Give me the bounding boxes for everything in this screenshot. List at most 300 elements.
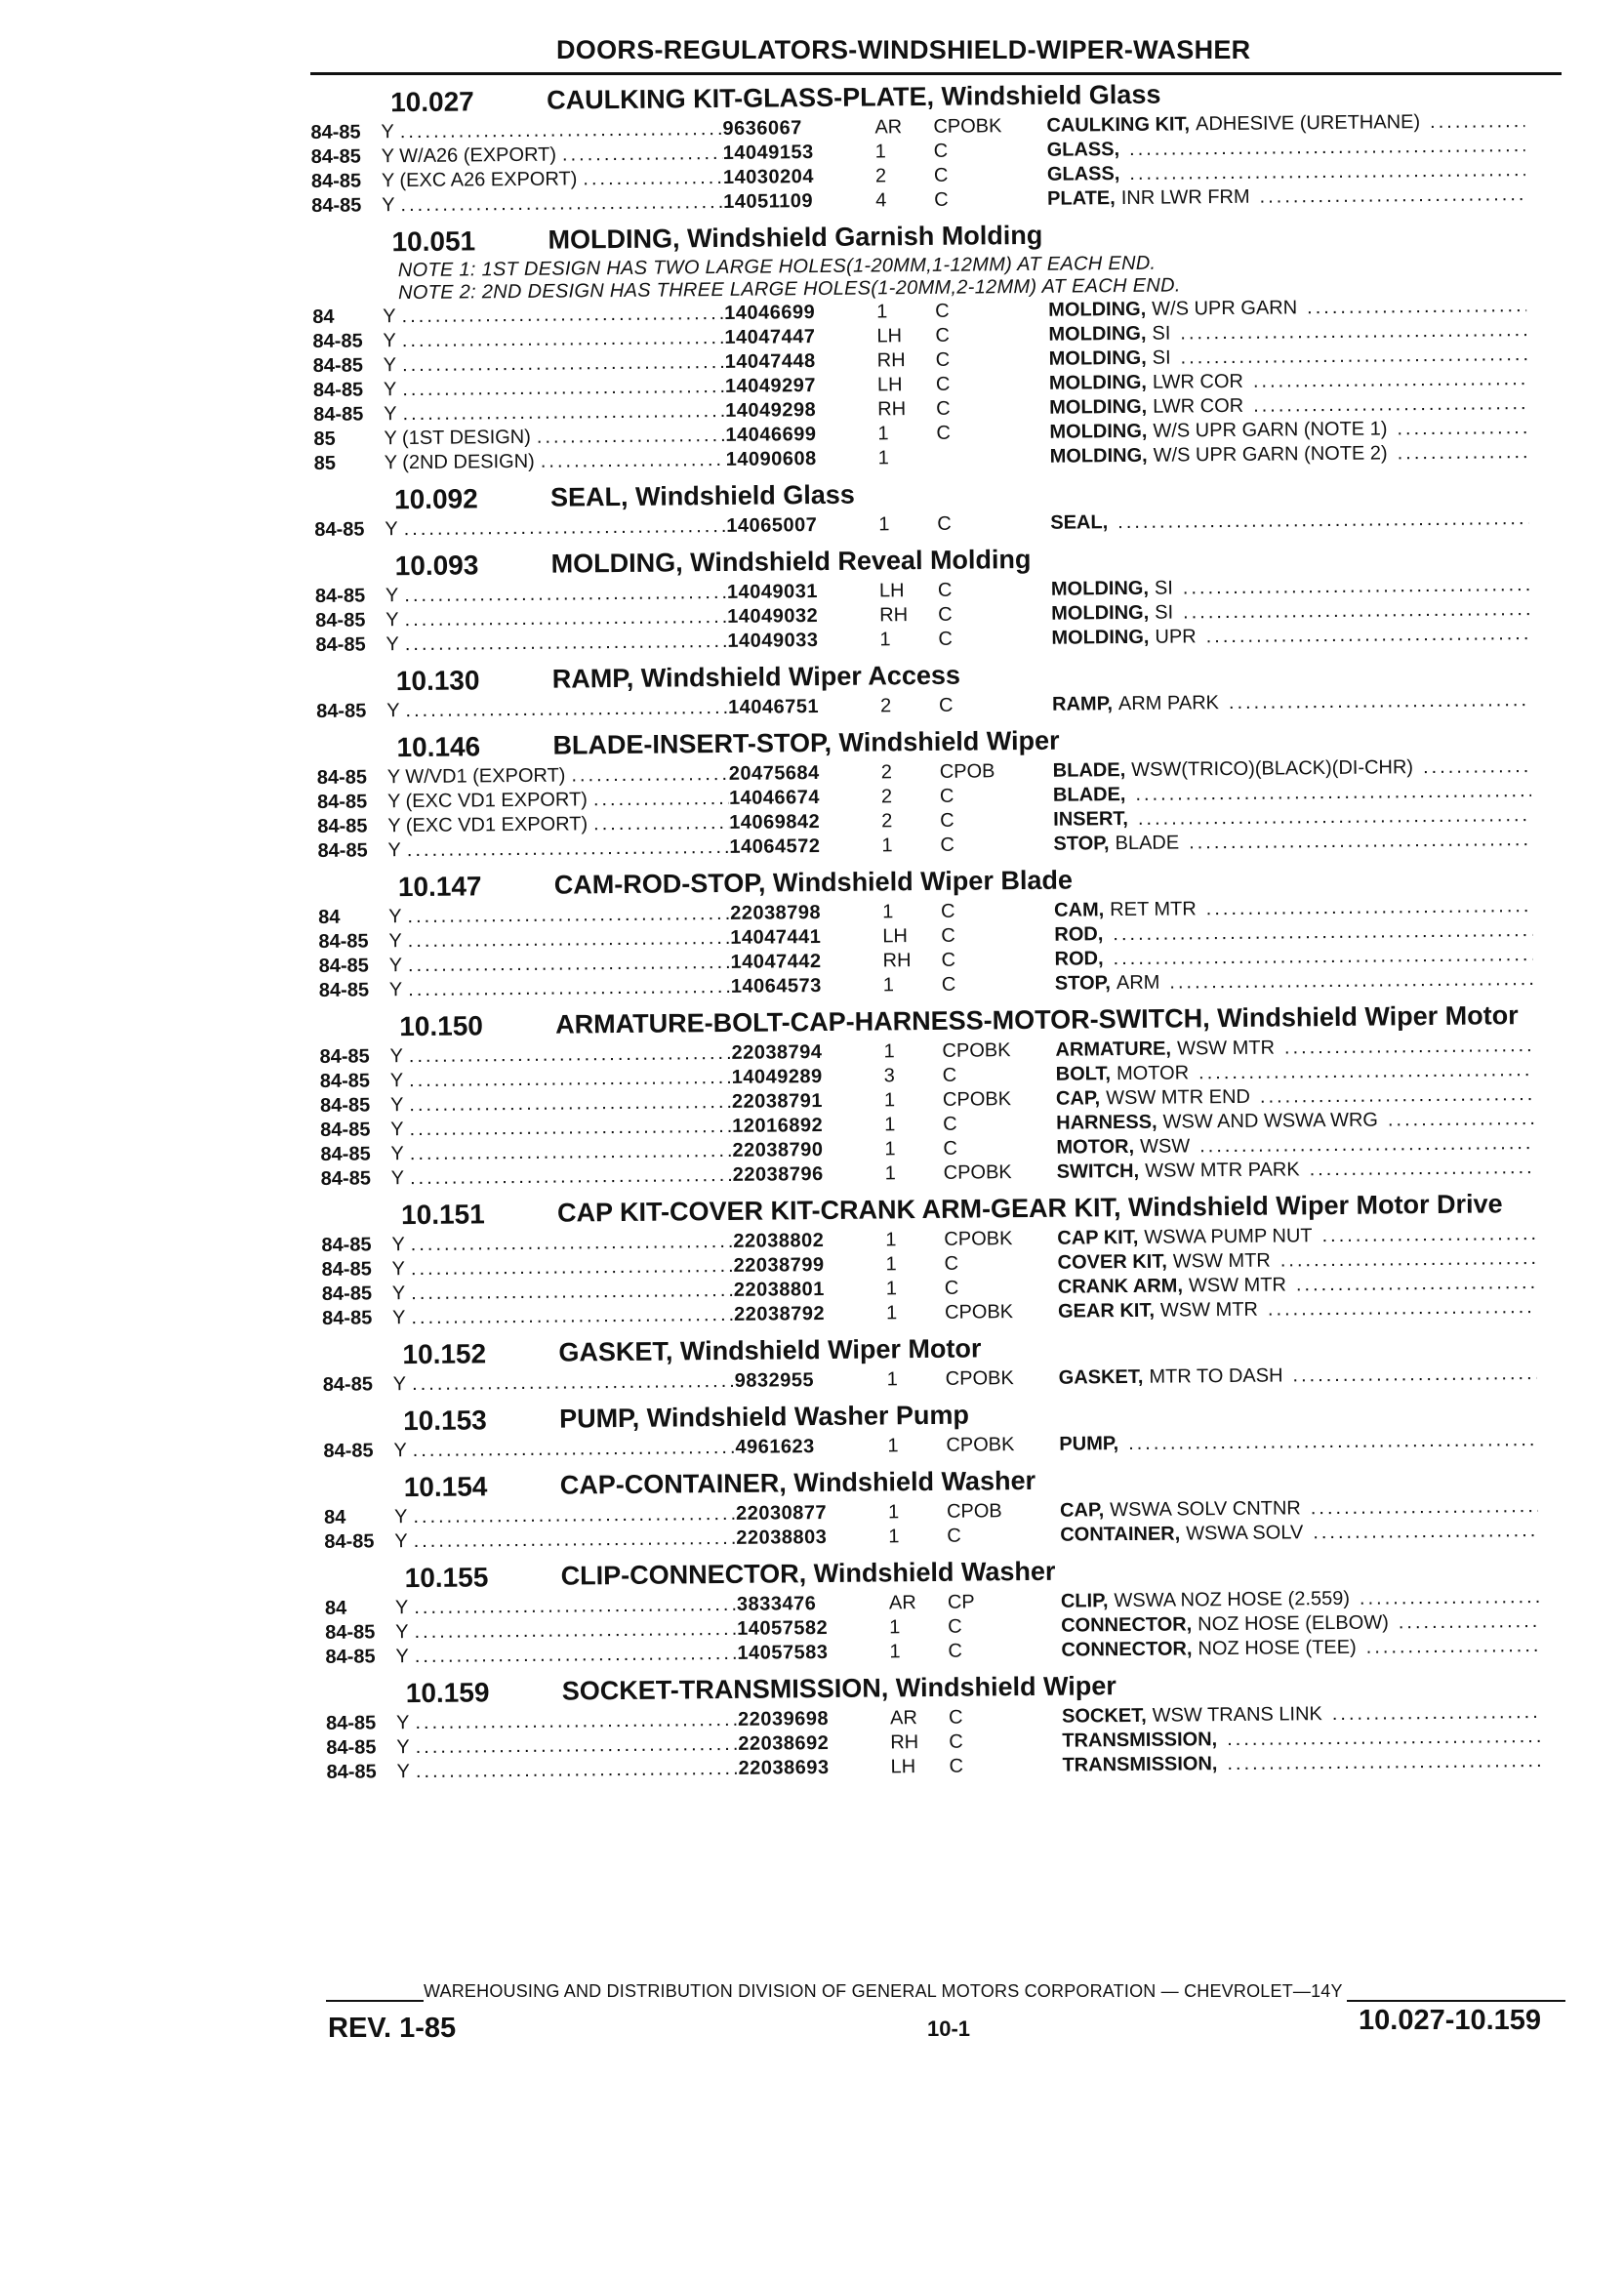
leader-dots bbox=[402, 350, 725, 378]
quantity: RH bbox=[877, 398, 907, 421]
leader-dots bbox=[404, 581, 727, 608]
quantity: 1 bbox=[883, 1040, 895, 1063]
quantity: 1 bbox=[889, 1641, 901, 1663]
section-number: 10.051 bbox=[391, 225, 476, 258]
source-code: C bbox=[937, 579, 953, 601]
section-title: BLADE-INSERT-STOP, Windshield Wiper bbox=[552, 725, 1060, 760]
model-cell bbox=[387, 835, 729, 863]
leader-dots bbox=[400, 117, 723, 144]
part-number: 14046699 bbox=[725, 424, 817, 446]
model-applicability: Y bbox=[388, 906, 402, 928]
part-number: 22039698 bbox=[737, 1707, 830, 1730]
source-code: C bbox=[940, 834, 955, 856]
quantity: 2 bbox=[881, 810, 893, 833]
quantity: AR bbox=[874, 116, 903, 139]
leader-dots bbox=[537, 424, 726, 450]
model-year: 84-85 bbox=[311, 194, 362, 217]
part-name: CAP, bbox=[1055, 1087, 1101, 1110]
source-code: C bbox=[935, 373, 951, 395]
model-cell bbox=[387, 762, 729, 790]
leader-dots bbox=[416, 1732, 739, 1760]
quantity: 1 bbox=[884, 1138, 896, 1160]
section-title: CAM-ROD-STOP, Windshield Wiper Blade bbox=[553, 865, 1074, 900]
section-number: 10.093 bbox=[394, 550, 479, 582]
model-year: 84-85 bbox=[318, 930, 369, 953]
source-code: C bbox=[935, 348, 951, 371]
leader-dots bbox=[1189, 828, 1532, 855]
part-name: ARMATURE, bbox=[1055, 1038, 1172, 1061]
part-number: 22030877 bbox=[735, 1501, 828, 1525]
section-number: 10.092 bbox=[393, 483, 478, 515]
model-applicability: Y bbox=[390, 1119, 404, 1141]
footer-publisher: WAREHOUSING AND DISTRIBUTION DIVISION OF GENERAL MOTORS CORPORATION — CHEVROLET—14Y bbox=[424, 1981, 1343, 2001]
model-applicability: Y bbox=[389, 1094, 404, 1117]
model-year: 84-85 bbox=[318, 955, 369, 977]
quantity: 1 bbox=[877, 447, 889, 469]
model-cell bbox=[385, 514, 726, 542]
source-code: C bbox=[938, 603, 953, 626]
section-number: 10.151 bbox=[400, 1199, 485, 1231]
model-cell bbox=[384, 375, 725, 402]
leader-dots bbox=[400, 190, 723, 218]
part-number: 22038798 bbox=[730, 902, 822, 924]
description-cell bbox=[1058, 1295, 1536, 1324]
model-applicability: Y bbox=[383, 305, 396, 328]
catalog-section bbox=[326, 1666, 1596, 1784]
catalog-section bbox=[315, 539, 1585, 657]
leader-dots bbox=[409, 1090, 732, 1118]
section-number: 10.152 bbox=[402, 1338, 487, 1370]
part-name: CAP KIT, bbox=[1057, 1226, 1139, 1249]
quantity: 1 bbox=[889, 1616, 901, 1639]
source-code: C bbox=[942, 1064, 957, 1086]
footer-rule-left bbox=[326, 2000, 424, 2002]
model-cell bbox=[396, 1708, 738, 1735]
source-code: C bbox=[941, 973, 956, 996]
page-number: 10-1 bbox=[927, 2016, 971, 2041]
quantity: 1 bbox=[879, 629, 891, 651]
part-detail: WSWA NOZ HOSE (2.559) bbox=[1114, 1587, 1351, 1612]
leader-dots bbox=[1206, 894, 1533, 921]
model-cell bbox=[395, 1642, 737, 1669]
model-year: 85 bbox=[313, 428, 336, 450]
part-name: GLASS, bbox=[1046, 139, 1120, 161]
quantity: 1 bbox=[885, 1253, 897, 1276]
part-detail: WSW TRANS LINK bbox=[1152, 1703, 1322, 1727]
part-name: MOLDING, bbox=[1050, 577, 1150, 600]
part-number: 14046699 bbox=[724, 302, 816, 324]
model-year: 84-85 bbox=[325, 1621, 376, 1644]
leader-dots bbox=[412, 1369, 735, 1397]
catalog-section bbox=[311, 216, 1582, 476]
part-detail: RET MTR bbox=[1110, 898, 1197, 921]
part-name: RAMP, bbox=[1051, 693, 1114, 715]
description-cell bbox=[1060, 1519, 1538, 1548]
quantity: 1 bbox=[878, 513, 890, 536]
part-detail: SI bbox=[1154, 577, 1173, 599]
part-detail: WSW MTR bbox=[1188, 1274, 1287, 1297]
part-name: PLATE, bbox=[1047, 187, 1116, 210]
leader-dots bbox=[402, 326, 725, 353]
part-detail: NOZ HOSE (ELBOW) bbox=[1198, 1611, 1389, 1636]
part-number: 14064573 bbox=[730, 975, 822, 998]
part-detail: WSW(TRICO)(BLACK)(DI-CHR) bbox=[1131, 756, 1414, 781]
part-name: ROD, bbox=[1054, 923, 1104, 946]
quantity: 1 bbox=[874, 141, 886, 163]
model-year: 84-85 bbox=[312, 330, 363, 352]
leader-dots bbox=[1398, 440, 1528, 466]
source-code: C bbox=[933, 140, 949, 162]
model-applicability: Y (1ST DESIGN) bbox=[384, 426, 531, 450]
catalog-section bbox=[322, 1327, 1592, 1397]
leader-dots bbox=[1430, 109, 1525, 135]
part-name: STOP, bbox=[1053, 833, 1110, 855]
part-detail: MTR TO DASH bbox=[1149, 1364, 1283, 1388]
model-year: 84 bbox=[324, 1597, 347, 1619]
model-applicability: Y bbox=[395, 1646, 409, 1668]
leader-dots bbox=[404, 514, 727, 542]
model-year: 84-85 bbox=[321, 1282, 373, 1305]
part-number: 14064572 bbox=[729, 835, 821, 858]
section-note: NOTE 1: 1ST DESIGN HAS TWO LARGE HOLES(1-20MM,1-12MM) AT EACH END. bbox=[397, 252, 1157, 282]
catalog-section bbox=[314, 473, 1584, 543]
section-title: SEAL, Windshield Glass bbox=[549, 479, 855, 512]
part-detail: WSW MTR bbox=[1159, 1298, 1259, 1322]
leader-dots bbox=[407, 835, 730, 863]
model-applicability: Y bbox=[393, 1506, 408, 1528]
leader-dots bbox=[1307, 294, 1526, 320]
quantity: AR bbox=[888, 1592, 916, 1614]
source-code: C bbox=[935, 300, 950, 322]
model-year: 84-85 bbox=[323, 1440, 374, 1462]
quantity: 1 bbox=[876, 301, 888, 323]
model-applicability: Y (EXC VD1 EXPORT) bbox=[386, 789, 588, 813]
leader-dots bbox=[583, 166, 723, 191]
description-cell bbox=[1055, 967, 1533, 997]
model-year: 84-85 bbox=[319, 1070, 371, 1092]
model-cell bbox=[388, 926, 730, 954]
description-cell bbox=[1061, 1634, 1539, 1663]
catalog-section bbox=[316, 654, 1586, 723]
model-year: 84-85 bbox=[319, 1045, 370, 1068]
model-cell bbox=[386, 630, 727, 657]
part-name: ROD, bbox=[1054, 948, 1104, 970]
model-year: 84-85 bbox=[317, 839, 368, 862]
leader-dots bbox=[414, 1617, 737, 1645]
model-year: 84-85 bbox=[321, 1258, 372, 1281]
leader-dots bbox=[1259, 183, 1525, 210]
quantity: RH bbox=[876, 349, 906, 372]
part-number: 9636067 bbox=[722, 117, 802, 140]
leader-dots bbox=[415, 1708, 738, 1735]
part-name: TRANSMISSION, bbox=[1062, 1729, 1218, 1752]
description-cell bbox=[1057, 1156, 1535, 1185]
source-code: C bbox=[949, 1755, 964, 1777]
part-number: 14046751 bbox=[728, 696, 820, 718]
part-name: SWITCH, bbox=[1056, 1160, 1140, 1183]
leader-dots bbox=[408, 926, 731, 954]
section-title: CAULKING KIT-GLASS-PLATE, Windshield Glass bbox=[546, 79, 1161, 115]
part-number: 14047447 bbox=[724, 326, 816, 348]
part-name: CRANK ARM, bbox=[1057, 1275, 1184, 1298]
source-code: C bbox=[944, 1252, 959, 1275]
model-year: 84-85 bbox=[313, 403, 364, 426]
model-applicability: Y bbox=[387, 839, 401, 862]
part-number: 14049297 bbox=[724, 375, 817, 397]
model-year: 84-85 bbox=[325, 1646, 376, 1668]
model-year: 84-85 bbox=[310, 121, 361, 143]
part-detail: W/S UPR GARN bbox=[1152, 297, 1298, 320]
model-applicability: Y bbox=[394, 1597, 409, 1619]
section-note: NOTE 2: 2ND DESIGN HAS THREE LARGE HOLES(1-20MM,2-12MM) AT EACH END. bbox=[397, 274, 1181, 305]
part-detail: BLADE bbox=[1115, 832, 1180, 855]
quantity: 2 bbox=[880, 695, 892, 717]
leader-dots bbox=[410, 1163, 733, 1191]
leader-dots bbox=[414, 1593, 737, 1620]
section-title: CAP-CONTAINER, Windshield Washer bbox=[559, 1465, 1036, 1500]
part-name: TRANSMISSION, bbox=[1062, 1753, 1218, 1776]
model-cell bbox=[395, 1593, 737, 1620]
part-detail: INR LWR FRM bbox=[1120, 185, 1250, 210]
part-number: 22038693 bbox=[738, 1756, 830, 1779]
catalog-section bbox=[325, 1551, 1595, 1669]
quantity: RH bbox=[879, 604, 909, 627]
part-name: MOLDING, bbox=[1048, 371, 1148, 394]
section-number: 10.159 bbox=[405, 1677, 490, 1709]
leader-dots bbox=[1198, 1058, 1534, 1085]
part-number: 14049033 bbox=[727, 630, 819, 652]
model-cell bbox=[389, 1041, 731, 1069]
quantity: 1 bbox=[884, 1162, 896, 1185]
part-name: HARNESS, bbox=[1056, 1111, 1157, 1134]
model-cell bbox=[387, 811, 729, 838]
leader-dots bbox=[1229, 688, 1530, 715]
leader-dots bbox=[1253, 367, 1527, 394]
source-code: C bbox=[949, 1730, 963, 1753]
quantity: 1 bbox=[888, 1526, 900, 1548]
leader-dots bbox=[414, 1527, 737, 1554]
section-number: 10.130 bbox=[395, 665, 480, 697]
part-name: CONNECTOR, bbox=[1061, 1638, 1193, 1661]
part-name: MOLDING, bbox=[1048, 322, 1147, 346]
part-number: 3833476 bbox=[736, 1593, 817, 1615]
model-year: 84-85 bbox=[320, 1167, 371, 1190]
model-cell bbox=[386, 605, 727, 632]
part-number: 22038791 bbox=[731, 1090, 824, 1113]
model-applicability: Y bbox=[392, 1373, 407, 1396]
part-name: CONNECTOR, bbox=[1061, 1613, 1193, 1637]
quantity: 1 bbox=[885, 1229, 897, 1251]
model-applicability: Y bbox=[389, 1045, 403, 1068]
part-number: 14049032 bbox=[727, 605, 819, 628]
leader-dots bbox=[402, 375, 725, 402]
description-cell bbox=[1053, 828, 1531, 857]
part-name: PUMP, bbox=[1059, 1433, 1119, 1455]
model-applicability: Y (2ND DESIGN) bbox=[384, 450, 535, 474]
quantity: RH bbox=[890, 1731, 919, 1754]
quantity: 2 bbox=[880, 786, 893, 808]
model-cell bbox=[382, 190, 723, 218]
model-year: 84-85 bbox=[312, 379, 364, 401]
part-number: 14047441 bbox=[730, 926, 822, 949]
model-year: 84-85 bbox=[318, 979, 370, 1001]
description-cell bbox=[1052, 688, 1530, 717]
leader-dots bbox=[1206, 622, 1530, 649]
catalog-section bbox=[318, 860, 1588, 1002]
part-detail: WSWA SOLV CNTNR bbox=[1110, 1497, 1301, 1522]
model-cell bbox=[386, 581, 727, 608]
section-number: 10.154 bbox=[403, 1471, 488, 1503]
section-title: CAP KIT-COVER KIT-CRANK ARM-GEAR KIT, Windshield Wiper Motor Drive bbox=[556, 1189, 1503, 1228]
leader-dots bbox=[404, 605, 727, 632]
quantity: LH bbox=[878, 580, 905, 602]
section-title: MOLDING, Windshield Reveal Molding bbox=[550, 544, 1032, 579]
leader-dots bbox=[1169, 967, 1533, 996]
model-cell bbox=[396, 1732, 738, 1760]
description-cell bbox=[1051, 622, 1529, 651]
section-title: RAMP, Windshield Wiper Access bbox=[551, 660, 961, 694]
part-detail: SI bbox=[1152, 322, 1171, 345]
part-name: COVER KIT, bbox=[1057, 1250, 1167, 1274]
quantity: AR bbox=[889, 1707, 917, 1730]
model-applicability: Y bbox=[381, 121, 394, 143]
model-applicability: Y bbox=[391, 1307, 406, 1329]
model-year: 84-85 bbox=[315, 609, 366, 631]
section-number: 10.153 bbox=[402, 1405, 487, 1437]
quantity: 2 bbox=[874, 165, 887, 187]
model-applicability: Y bbox=[393, 1440, 407, 1462]
quantity: LH bbox=[882, 925, 909, 948]
leader-dots bbox=[410, 1139, 733, 1166]
section-title: GASKET, Windshield Wiper Motor bbox=[558, 1333, 982, 1367]
part-number: 22038802 bbox=[733, 1230, 825, 1252]
model-cell bbox=[389, 951, 731, 978]
leader-dots bbox=[1138, 803, 1532, 832]
leader-dots bbox=[409, 1066, 732, 1093]
catalog-section bbox=[319, 999, 1590, 1191]
model-applicability: Y bbox=[383, 354, 397, 377]
model-applicability: Y bbox=[391, 1258, 406, 1281]
quantity: 1 bbox=[877, 423, 889, 445]
leader-dots bbox=[1135, 779, 1531, 807]
part-name: SOCKET, bbox=[1061, 1704, 1147, 1728]
model-cell bbox=[384, 424, 725, 451]
model-cell bbox=[388, 902, 730, 929]
leader-dots bbox=[415, 1642, 738, 1669]
quantity: 1 bbox=[884, 1114, 896, 1136]
model-year: 84-85 bbox=[319, 1094, 371, 1117]
source-code: C bbox=[938, 694, 954, 716]
parts-catalog-content bbox=[310, 76, 1596, 1794]
part-detail: ADHESIVE (URETHANE) bbox=[1195, 111, 1421, 136]
leader-dots bbox=[1180, 318, 1526, 346]
leader-dots bbox=[1199, 1131, 1534, 1159]
part-name: BLADE, bbox=[1052, 759, 1126, 782]
part-number: 14049153 bbox=[722, 142, 814, 164]
part-name: MOLDING, bbox=[1051, 626, 1150, 649]
section-title: PUMP, Windshield Washer Pump bbox=[558, 1400, 970, 1434]
quantity: 1 bbox=[887, 1501, 900, 1524]
part-name: GLASS, bbox=[1046, 163, 1120, 185]
part-detail: MOTOR bbox=[1116, 1062, 1190, 1085]
model-year: 84-85 bbox=[321, 1234, 372, 1256]
model-applicability: Y bbox=[391, 1282, 406, 1305]
source-code: C bbox=[944, 1277, 959, 1299]
model-cell bbox=[385, 448, 726, 475]
leader-dots bbox=[1311, 1494, 1538, 1521]
leader-dots bbox=[1423, 754, 1531, 780]
footer-line bbox=[326, 1981, 1565, 2002]
part-detail: WSW AND WSWA WRG bbox=[1162, 1109, 1379, 1133]
model-cell bbox=[382, 166, 723, 193]
quantity: 1 bbox=[881, 835, 893, 857]
model-year: 84-85 bbox=[317, 815, 368, 837]
leader-dots bbox=[1227, 1725, 1540, 1752]
leader-dots bbox=[402, 399, 725, 427]
part-number: 14049031 bbox=[726, 581, 819, 603]
leader-dots bbox=[593, 787, 729, 812]
source-code: CPOBK bbox=[942, 1088, 1012, 1111]
model-cell bbox=[393, 1436, 735, 1463]
part-name: MOLDING, bbox=[1049, 420, 1148, 443]
part-name: GEAR KIT, bbox=[1057, 1299, 1156, 1323]
section-number: 10.155 bbox=[404, 1562, 489, 1594]
model-cell bbox=[390, 1139, 732, 1166]
source-code: CPOBK bbox=[944, 1228, 1013, 1250]
model-cell bbox=[389, 975, 731, 1002]
source-code: C bbox=[943, 1137, 958, 1160]
source-code: CPOBK bbox=[943, 1161, 1012, 1184]
model-year: 85 bbox=[313, 452, 337, 474]
part-detail: NOZ HOSE (TEE) bbox=[1198, 1636, 1357, 1660]
source-code: C bbox=[941, 949, 956, 971]
section-title: CLIP-CONNECTOR, Windshield Washer bbox=[560, 1556, 1056, 1591]
model-applicability: Y bbox=[388, 955, 403, 977]
source-code: CPOBK bbox=[933, 115, 1002, 138]
part-detail: WSW MTR PARK bbox=[1145, 1159, 1300, 1182]
leader-dots bbox=[1399, 1609, 1540, 1635]
part-detail: UPR bbox=[1155, 626, 1197, 648]
model-cell bbox=[383, 302, 724, 329]
source-code: C bbox=[948, 1640, 962, 1662]
leader-dots bbox=[1366, 1634, 1540, 1660]
part-number: 14030204 bbox=[722, 166, 814, 188]
leader-dots bbox=[1332, 1700, 1540, 1727]
section-number: 10.027 bbox=[389, 86, 474, 118]
leader-dots bbox=[405, 696, 728, 723]
source-code: C bbox=[938, 628, 954, 650]
page-header bbox=[310, 33, 1562, 75]
model-year: 84-85 bbox=[310, 145, 361, 168]
model-cell bbox=[391, 1163, 733, 1191]
model-applicability: Y bbox=[395, 1712, 410, 1734]
model-applicability: Y bbox=[388, 930, 402, 953]
source-code: CPOBK bbox=[945, 1367, 1014, 1390]
source-code: C bbox=[933, 164, 949, 186]
section-title: ARMATURE-BOLT-CAP-HARNESS-MOTOR-SWITCH, Windshield Wiper Motor bbox=[555, 1000, 1519, 1039]
description-cell bbox=[1050, 440, 1528, 469]
footer-rule-right bbox=[1347, 2000, 1565, 2002]
part-number: 20475684 bbox=[728, 762, 820, 785]
part-number: 14049298 bbox=[725, 399, 817, 422]
leader-dots bbox=[411, 1303, 734, 1330]
source-code: C bbox=[943, 1113, 957, 1135]
part-number: 14049289 bbox=[731, 1066, 823, 1088]
model-year: 84 bbox=[323, 1506, 346, 1528]
model-applicability: Y bbox=[395, 1621, 409, 1644]
model-year: 84-85 bbox=[325, 1712, 377, 1734]
model-applicability: Y bbox=[390, 1143, 404, 1165]
